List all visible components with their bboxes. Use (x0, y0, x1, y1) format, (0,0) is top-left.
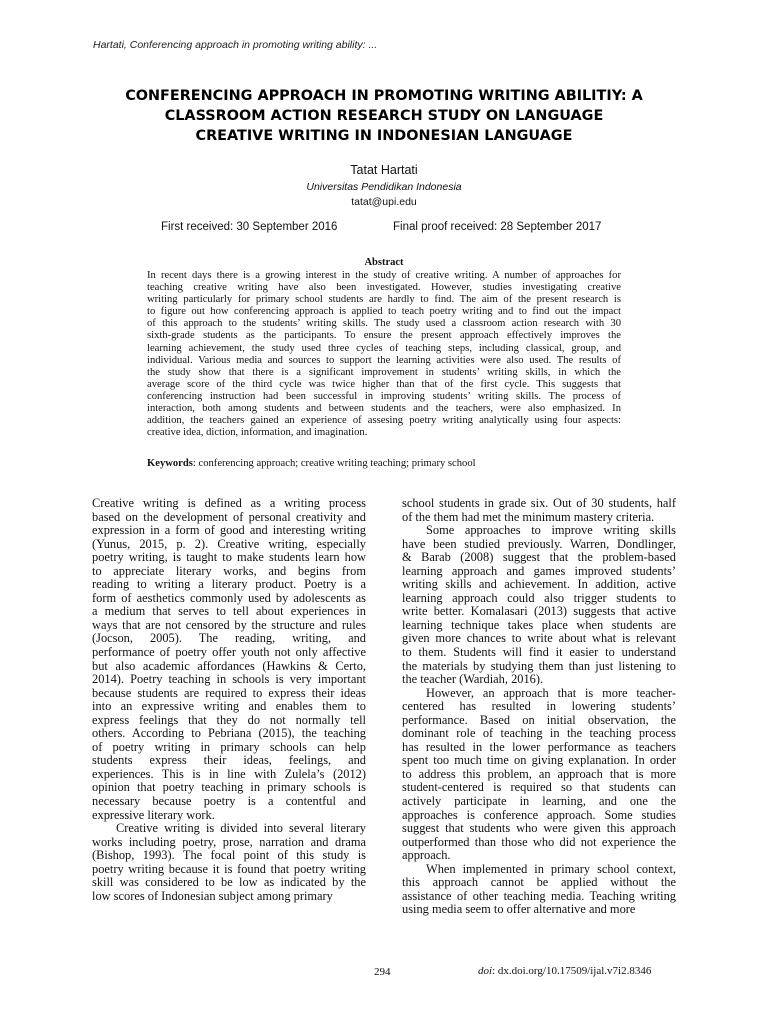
title-line: CONFERENCING APPROACH IN PROMOTING WRITING ABILITIY: A (125, 88, 643, 104)
text-line: suggest that students who were given this approach (402, 821, 676, 836)
text-line: poetry writing, is taught to make students learn how (92, 550, 366, 565)
text-line: conferencing instruction had been successful in improving students’ writing skills. The process of (147, 390, 621, 402)
text-line: (Bishop, 1993). The focal point of this study is (92, 848, 366, 863)
text-line: but also academic affordances (Hawkins & Certo, (92, 658, 366, 673)
text-line: spent too much time on giving explanation. In order (402, 753, 676, 768)
doi-text: : dx.doi.org/10.17509/ijal.v7i2.8346 (492, 965, 652, 977)
keywords-label: Keywords (147, 458, 193, 469)
text-line: skill was considered to be low as indicated by the (92, 875, 366, 890)
paper-title (60, 86, 708, 146)
text-line: to them. Students will find it easier to understand (402, 645, 676, 660)
text-line: form of aesthetics commonly used by adolescents as (92, 590, 366, 605)
text-line: school students in grade six. Out of 30 students, half (402, 496, 676, 510)
text-line: Some approaches to improve writing skills (426, 523, 676, 538)
text-line: Creative writing is divided into several literary (116, 821, 366, 836)
text-line: Creative writing is defined as a writing process (92, 496, 366, 510)
text-line: teaching creative writing have also been investigated. However, studies investigating creative (147, 282, 621, 294)
text-line: writing particularly for primary school students are hardly to find. The aim of the present research is (147, 294, 621, 306)
text-line: experiences. This is in line with Zulela’s (2012) (92, 766, 366, 781)
first-received-date: First received: 30 September 2016 (161, 221, 338, 233)
text-line: (Jocson, 2005). The reading, writing, and (92, 631, 366, 646)
text-line: this approach cannot be applied without the (402, 875, 676, 890)
text-line: average score of the third cycle was twice higher than that of the first cycle. This suggests that (147, 378, 621, 390)
text-line: ways that are not censored by the structure and rules (92, 617, 366, 632)
text-line: reading to writing a literary product. Poetry is a (92, 577, 366, 592)
text-line: addition, the teachers gained an experience of assesing poetry writing analytically using four aspects: (147, 415, 621, 427)
text-line: learning approach could also trigger students to (402, 590, 676, 605)
text-line: performance of poetry offer youth not only affective (92, 645, 366, 660)
text-line: poetry writing because it is found that poetry writing (92, 861, 366, 876)
left-column (92, 497, 366, 903)
text-line: because students are required to express their ideas (92, 685, 366, 700)
text-line: interaction, both among students and between students and the teachers, were also emphasized. In (147, 403, 621, 415)
keywords (147, 458, 621, 469)
text-line: necessary because poetry is a contentful and (92, 794, 366, 809)
text-line: low scores of Indonesian subject among primary (92, 888, 333, 903)
text-line: assistance of other teaching media. Teaching writing (402, 888, 676, 903)
text-line: expressive literary work. (92, 807, 215, 822)
text-line: has resulted in the lower performance as teachers (402, 739, 676, 754)
text-line: centered has resulted in lowering students’ (402, 699, 676, 714)
text-line: into an expressive writing and enables them to (92, 699, 366, 714)
text-line: others. According to Pebriana (2015), the teaching (92, 726, 366, 741)
text-line: of poetry writing in primary schools can help (92, 739, 366, 754)
text-line: expression in a form of good and interesting writing (92, 523, 366, 538)
text-line: In recent days there is a growing interest in the study of creative writing. A number of approaches for (147, 270, 621, 281)
doi-link[interactable] (478, 965, 651, 977)
text-line: to appreciate literary works, and begins from (92, 563, 366, 578)
text-line: express feelings that they do not normally tell (92, 712, 366, 727)
text-line: write better. Komalasari (2013) suggests that active (402, 604, 676, 619)
text-line: opinion that poetry teaching in primary schools is (92, 780, 366, 795)
text-line: sixth-grade students as the participants. To ensure the present approach effectively improves the (147, 330, 621, 342)
text-line: using media seem to offer alternative and more (402, 902, 636, 917)
text-line: However, an approach that is more teacher- (426, 685, 676, 700)
text-line: approach. (402, 848, 451, 863)
page-number: 294 (374, 966, 391, 978)
abstract-body (147, 270, 621, 439)
author-email: tatat@upi.edu (351, 196, 417, 208)
text-line: individual. Various media and sources to support the learning activities were also used. The results of (147, 354, 621, 366)
doi-label: doi (478, 965, 493, 977)
title-line: CLASSROOM ACTION RESEARCH STUDY ON LANGUAGE (164, 108, 604, 124)
text-line: a medium that serves to tell about experiences in (92, 604, 366, 619)
text-line: performance. Based on initial observation, the (402, 712, 676, 727)
text-line: works including poetry, prose, narration and drama (92, 834, 366, 849)
text-line: of this approach to the students’ writing skills. The study used a classroom action research with 30 (147, 318, 621, 330)
text-line: of the them had met the minimum mastery criteria. (402, 509, 655, 524)
text-line: to figure out how conferencing approach is applied to teach poetry writing and to find out the impact (147, 306, 621, 318)
text-line: student-centered is required so that students can (402, 780, 676, 795)
text-line: learning approach and games improved students’ (402, 563, 676, 578)
text-line: learning achievement, the study used three cycles of teaching steps, including classical, group, and (147, 342, 621, 354)
title-line: CREATIVE WRITING IN INDONESIAN LANGUAGE (195, 128, 573, 144)
text-line: the materials by studying them than just listening to (402, 658, 676, 673)
text-line: & Barab (2008) suggest that the problem-based (402, 550, 676, 565)
text-line: (Yunus, 2015, p. 2). Creative writing, especially (92, 536, 366, 551)
author-name: Tatat Hartati (350, 163, 418, 177)
text-line: actively participate in learning, and one the (402, 794, 676, 809)
author-affiliation: Universitas Pendidikan Indonesia (306, 181, 462, 193)
right-column (402, 497, 676, 917)
text-line: outperformed than those who did not experience the (402, 834, 676, 849)
text-line: learning technique takes place when students are (402, 617, 676, 632)
text-line: the study show that there is a significant improvement in students’ writing skills, in which the (147, 366, 621, 378)
text-line: the teacher (Wardiah, 2016). (402, 672, 544, 687)
text-line: to address this problem, an approach that is more (402, 766, 676, 781)
text-line: students express their ideas, feelings, and (92, 753, 366, 768)
running-head: Hartati, Conferencing approach in promoting writing ability: ... (93, 39, 378, 51)
text-line: creative idea, diction, information, and imagination. (147, 427, 368, 439)
text-line: When implemented in primary school context, (426, 861, 676, 876)
text-line: have been studied previously. Warren, Dondlinger, (402, 536, 676, 551)
text-line: given more chances to write about what is relevant (402, 631, 676, 646)
text-line: 2014). Poetry teaching in schools is very important (92, 672, 366, 687)
final-received-date: Final proof received: 28 September 2017 (393, 221, 602, 233)
text-line: dominant role of teaching in the teaching process (402, 726, 676, 741)
text-line: approaches is conference approach. Some studies (402, 807, 676, 822)
keywords-text: : conferencing approach; creative writing teaching; primary school (192, 458, 476, 469)
text-line: based on the development of personal creativity and (92, 509, 366, 524)
text-line: writing skills and achievement. In addition, active (402, 577, 676, 592)
abstract-heading: Abstract (364, 257, 404, 268)
